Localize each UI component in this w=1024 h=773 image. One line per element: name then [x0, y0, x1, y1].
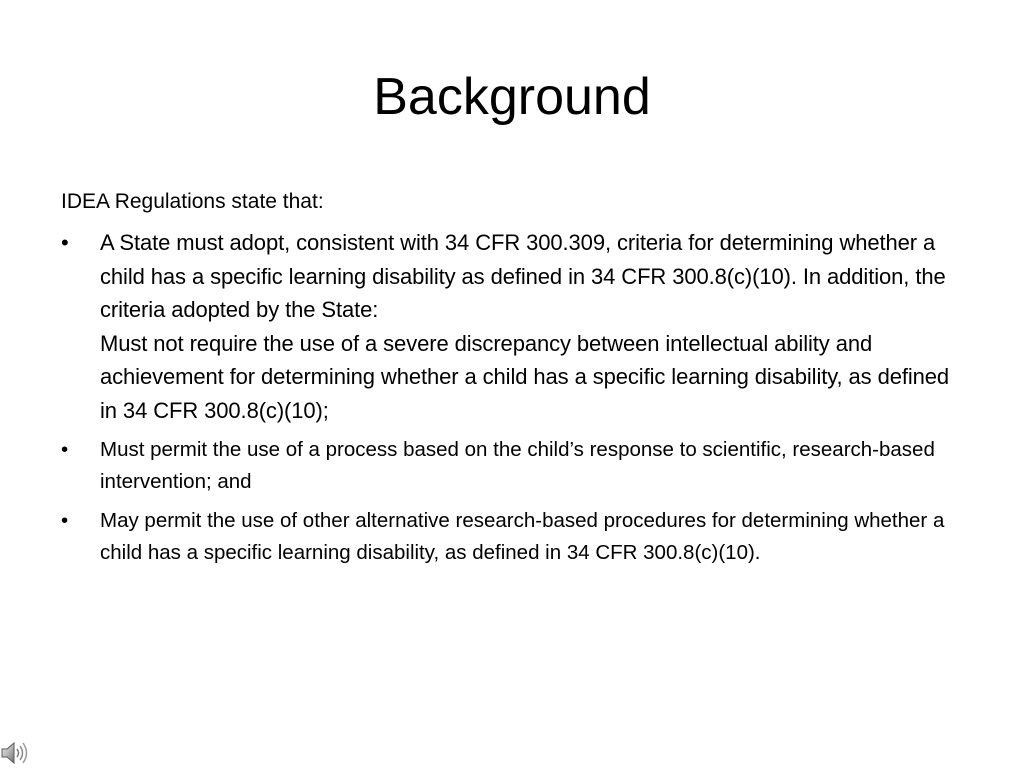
speaker-icon-graphic — [0, 738, 30, 768]
bullet-item-alternative-procedures — [61, 505, 961, 569]
bullet-text-alternative-procedures: May permit the use of other alternative research-based procedures for determining whether a child has a specific learning disability, as defined in 34 CFR 300.8(c)(10). — [100, 509, 945, 564]
speaker-icon[interactable] — [0, 738, 30, 768]
bullet-list — [61, 226, 961, 569]
bullet-marker: • — [61, 438, 69, 461]
bullet-marker: • — [61, 230, 69, 255]
bullet-item-criteria — [61, 226, 961, 427]
bullet-text-severe-discrepancy: Must not require the use of a severe discrepancy between intellectual ability and achievement for determining whether a child has a specific learning disability, as defined in 34 CFR 300.8(c)(10); — [100, 330, 950, 423]
slide-title: Background — [373, 68, 651, 126]
bullet-marker: • — [61, 509, 69, 532]
bullet-text-state-adopt: A State must adopt, consistent with 34 CFR 300.309, criteria for determining whether a child has a specific learning disability as defined in 34 CFR 300.8(c)(10). In addition, the criteria adopted by the State: — [100, 230, 946, 322]
intro-text: IDEA Regulations state that: — [61, 190, 324, 213]
bullet-item-response-intervention — [61, 434, 961, 498]
bullet-text-response-intervention: Must permit the use of a process based on the child’s response to scientific, research-based intervention; and — [100, 438, 935, 493]
slide-content — [61, 186, 961, 576]
